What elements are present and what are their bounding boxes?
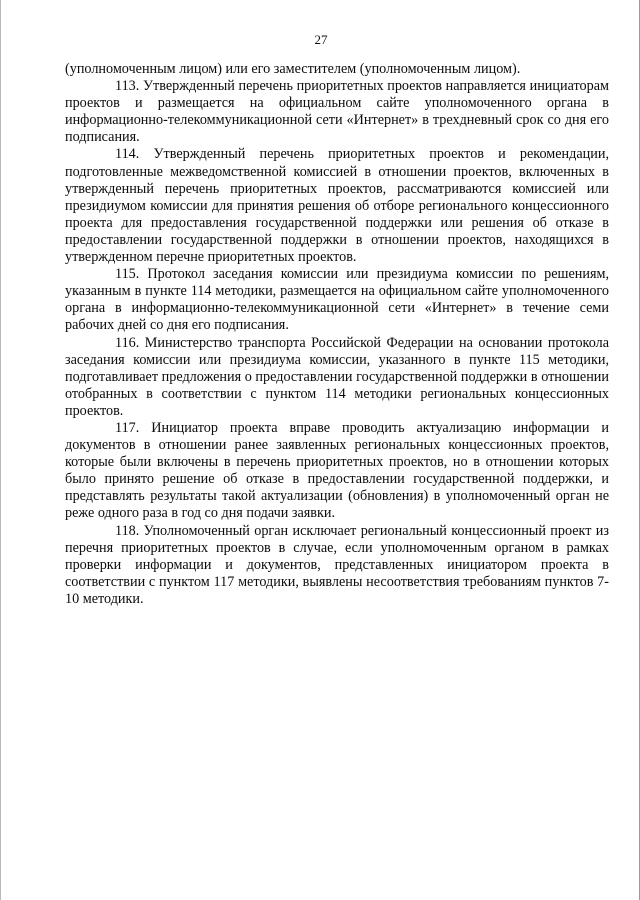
paragraph-118: 118. Уполномоченный орган исключает региональный концессионный проект из перечня приоритетных проектов в случае, если уполномоченным органом в рамках проверки информации и документов, представленных инициатором проекта в соответствии с пунктом 117 методики, выявлены несоответствия требованиям пунктов 7-10 методики.: [65, 522, 609, 607]
paragraph-117: 117. Инициатор проекта вправе проводить актуализацию информации и документов в отношении ранее заявленных региональных концессионных проектов, которые были включены в перечень приоритетных проектов, но в отношении которых было принято решение об отказе в предоставлении государственной поддержки, и представлять результаты такой актуализации (обновления) в уполномоченный орган не реже одного раза в год со дня подачи заявки.: [65, 419, 609, 522]
paragraph-continuation: (уполномоченным лицом) или его заместителем (уполномоченным лицом).: [65, 61, 521, 77]
page-number: 27: [314, 32, 328, 47]
document-body: [65, 61, 609, 608]
paragraph-115: 115. Протокол заседания комиссии или президиума комиссии по решениям, указанным в пункте 114 методики, размещается на официальном сайте уполномоченного органа в информационно-телекоммуникационной сети «Интернет» в течение семи рабочих дней со дня его подписания.: [65, 266, 609, 334]
paragraph-114: 114. Утвержденный перечень приоритетных проектов и рекомендации, подготовленные межведомственной комиссией в отношении проектов, включенных в утвержденный перечень приоритетных проектов, рассматриваются комиссией или президиумом комиссии для принятия решения об отборе регионального концессионного проекта для предоставления государственной поддержки или решения об отказе в предоставлении государственной поддержки в отношении проектов, находящихся в утвержденном перечне приоритетных проектов.: [65, 146, 609, 266]
paragraph-113: 113. Утвержденный перечень приоритетных проектов направляется инициаторам проектов и размещается на официальном сайте уполномоченного органа в информационно-телекоммуникационной сети «Интернет» в трехдневный срок со дня его подписания.: [65, 78, 609, 146]
paragraph-116: 116. Министерство транспорта Российской Федерации на основании протокола заседания комиссии или президиума комиссии, указанного в пункте 115 методики, подготавливает предложения о предоставлении государственной поддержки в отношении отобранных в соответствии с пунктом 114 методики региональных концессионных проектов.: [65, 334, 609, 419]
